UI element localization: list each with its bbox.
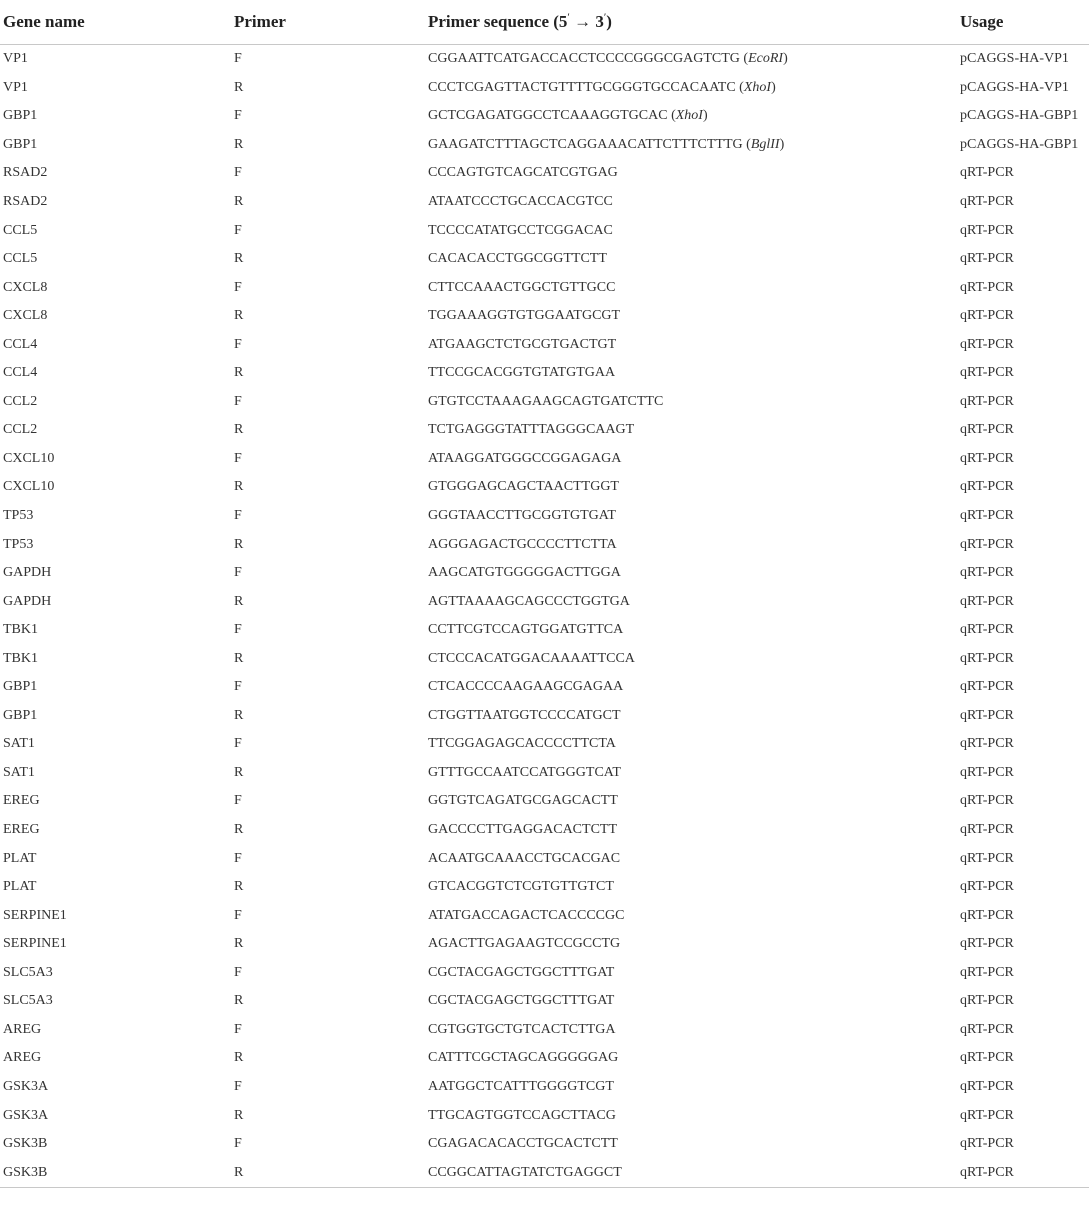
cell-primer: F [234,622,242,638]
cell-usage: qRT-PCR [960,936,1014,952]
sequence-text: CGCTACGAGCTGGCTTTGAT [428,993,615,1009]
cell-primer: F [234,108,242,124]
table-row [0,673,1089,702]
cell-primer: R [234,593,244,609]
cell-primer-sequence [425,901,957,930]
cell-usage: qRT-PCR [960,650,1014,666]
cell-primer: F [234,336,242,352]
cell-gene-name: CXCL8 [3,279,48,295]
cell-gene-name: GSK3B [3,1136,48,1152]
cell-gene-name: PLAT [3,850,37,866]
cell-usage: qRT-PCR [960,251,1014,267]
cell-primer-sequence [425,759,957,788]
cell-primer-sequence [425,359,957,388]
cell-usage: qRT-PCR [960,279,1014,295]
sequence-text: GGTGTCAGATGCGAGCACTT [428,793,618,809]
header-row [0,0,1089,45]
enzyme-paren-close: ) [783,51,788,67]
table-row [0,159,1089,188]
cell-primer: F [234,1021,242,1037]
table-row [0,530,1089,559]
cell-primer-sequence [425,730,957,759]
sequence-text: TCTGAGGGTATTTAGGGCAAGT [428,422,635,438]
cell-gene-name: SAT1 [3,764,35,780]
sequence-text: AGACTTGAGAAGTCCGCCTG [428,936,621,952]
table-row [0,587,1089,616]
sequence-text: CGCTACGAGCTGGCTTTGAT [428,964,615,980]
cell-gene-name: CXCL8 [3,308,48,324]
table-row [0,930,1089,959]
cell-gene-name: CCL5 [3,222,38,238]
cell-usage: qRT-PCR [960,422,1014,438]
cell-usage: qRT-PCR [960,336,1014,352]
cell-usage: qRT-PCR [960,194,1014,209]
sequence-text: TGGAAAGGTGTGGAATGCGT [428,308,621,324]
table-row [0,74,1089,103]
cell-primer: F [234,964,242,980]
cell-primer-sequence [425,159,957,188]
cell-usage: qRT-PCR [960,536,1014,552]
cell-primer: F [234,565,242,581]
cell-gene-name: TBK1 [3,650,38,666]
cell-primer: R [234,479,244,495]
cell-gene-name: SLC5A3 [3,964,53,980]
cell-primer-sequence [425,644,957,673]
cell-primer: F [234,165,242,181]
table-row [0,273,1089,302]
cell-gene-name: AREG [3,1050,42,1066]
sequence-text: TTCGGAGAGCACCCCTTCTA [428,736,616,752]
cell-primer: F [234,51,242,67]
sequence-text: CCCTCGAGTTACTGTTTTGCGGGTGCCACAATC [428,79,736,95]
enzyme-paren-close: ) [702,108,708,124]
sequence-text: CTTCCAAACTGGCTGTTGCC [428,279,616,295]
sequence-text: AATGGCTCATTTGGGGTCGT [428,1078,614,1094]
cell-usage: qRT-PCR [960,593,1014,609]
cell-gene-name: GAPDH [3,565,52,581]
cell-primer-sequence [425,302,957,331]
cell-primer-sequence [425,245,957,274]
cell-primer: R [234,879,244,895]
header-usage: Usage [957,0,1089,45]
sequence-text: TCCCCATATGCCTCGGACAC [428,222,613,238]
table-row [0,359,1089,388]
cell-gene-name: CCL5 [3,251,38,267]
cell-gene-name: CCL4 [3,336,38,352]
cell-gene-name: TP53 [3,508,34,524]
restriction-enzyme: EcoRI [748,51,784,67]
cell-usage: qRT-PCR [960,964,1014,980]
cell-primer: R [234,993,244,1009]
cell-usage: qRT-PCR [960,1136,1014,1152]
cell-gene-name: GBP1 [3,707,38,723]
cell-primer: F [234,450,242,466]
table-row [0,330,1089,359]
enzyme-paren-close: ) [779,136,785,152]
sequence-text: CGGAATTCATGACCACCTCCCCGGGCGAGTCTG [428,51,740,67]
sequence-text: CTGGTTAATGGTCCCCATGCT [428,707,621,723]
cell-gene-name: EREG [3,793,40,809]
table-row [0,245,1089,274]
sequence-text: ATAAGGATGGGCCGGAGAGA [428,450,622,466]
cell-gene-name: CCL4 [3,365,38,381]
cell-primer-sequence [425,45,957,74]
table-row [0,1016,1089,1045]
header-gene-name: Gene name [0,0,231,45]
cell-primer: F [234,850,242,866]
sequence-text: AGGGAGACTGCCCCTTCTTA [428,536,617,552]
cell-gene-name: TP53 [3,536,34,552]
cell-usage: qRT-PCR [960,308,1014,324]
cell-primer: F [234,793,242,809]
cell-gene-name: RSAD2 [3,194,48,209]
cell-gene-name: GBP1 [3,136,38,152]
restriction-enzyme: BglII [750,136,780,152]
sequence-text: ACAATGCAAACCTGCACGAC [428,850,621,866]
cell-gene-name: VP1 [3,51,28,67]
table-body [0,45,1089,1188]
sequence-text: CATTTCGCTAGCAGGGGGAG [428,1050,619,1066]
sequence-text: GTGTCCTAAAGAAGCAGTGATCTTC [428,393,664,409]
cell-primer-sequence [425,473,957,502]
cell-primer: R [234,136,244,152]
sequence-text: ATATGACCAGACTCACCCCGC [428,907,625,923]
table-row [0,1044,1089,1073]
cell-primer: R [234,251,244,267]
cell-primer-sequence [425,188,957,217]
cell-gene-name: RSAD2 [3,165,48,181]
cell-primer: R [234,707,244,723]
table-row [0,216,1089,245]
cell-gene-name: GSK3B [0,1158,231,1187]
table-row [0,388,1089,417]
cell-usage: qRT-PCR [960,222,1014,238]
header-seq-arrow: → 3 [569,12,604,31]
table-row [0,502,1089,531]
enzyme-paren-close: ) [771,79,776,95]
sequence-text: CCTTCGTCCAGTGGATGTTCA [428,622,624,638]
table-row [0,901,1089,930]
cell-primer-sequence [425,587,957,616]
enzyme-paren-open: ( [739,51,749,67]
cell-primer-sequence [425,816,957,845]
cell-primer-sequence [425,873,957,902]
cell-usage: qRT-PCR [960,622,1014,638]
cell-gene-name: GAPDH [3,593,52,609]
cell-primer-sequence [425,330,957,359]
cell-primer-sequence [425,102,957,131]
cell-primer-sequence [425,1130,957,1159]
cell-primer: F [234,1078,242,1094]
cell-primer: F [234,279,242,295]
cell-primer: R [234,422,244,438]
table-row [0,45,1089,74]
cell-primer-sequence [425,987,957,1016]
cell-primer-sequence [425,131,957,160]
cell-usage: qRT-PCR [960,1107,1014,1123]
cell-gene-name: VP1 [3,79,28,95]
cell-primer-sequence [425,1016,957,1045]
cell-usage: qRT-PCR [957,1158,1089,1187]
sequence-text: ATGAAGCTCTGCGTGACTGT [428,336,617,352]
enzyme-paren-open: ( [667,108,676,124]
cell-usage: qRT-PCR [960,879,1014,895]
sequence-text: CGTGGTGCTGTCACTCTTGA [428,1021,616,1037]
cell-gene-name: SERPINE1 [3,907,67,923]
cell-primer: R [234,1050,244,1066]
cell-primer: F [234,736,242,752]
cell-gene-name: CCL2 [3,393,38,409]
cell-usage: pCAGGS-HA-VP1 [960,51,1069,67]
cell-primer-sequence [425,787,957,816]
sequence-text: GGGTAACCTTGCGGTGTGAT [428,508,616,524]
cell-usage: qRT-PCR [960,1050,1014,1066]
cell-usage: qRT-PCR [960,850,1014,866]
table-row [0,302,1089,331]
cell-usage: qRT-PCR [960,565,1014,581]
cell-usage: qRT-PCR [960,165,1014,181]
table-row [0,873,1089,902]
header-seq-label: Primer sequence (5 [428,12,568,31]
cell-primer-sequence [425,1073,957,1102]
cell-primer-sequence [425,702,957,731]
cell-primer: R [234,650,244,666]
cell-usage: qRT-PCR [960,736,1014,752]
table-row [0,559,1089,588]
table-row [0,616,1089,645]
cell-primer: R [234,822,244,838]
cell-primer-sequence [425,930,957,959]
header-seq-prime-2: ′ [603,11,607,24]
header-primer: Primer [231,0,425,45]
header-seq-prime-1: ′ [567,11,570,24]
cell-primer-sequence [425,959,957,988]
cell-usage: qRT-PCR [960,365,1014,381]
sequence-text: GTCACGGTCTCGTGTTGTCT [428,879,614,895]
cell-primer: R [231,1158,425,1187]
cell-primer-sequence [425,616,957,645]
cell-usage: qRT-PCR [960,679,1014,695]
cell-primer-sequence [425,74,957,103]
table-row [0,816,1089,845]
table-row [0,1073,1089,1102]
restriction-enzyme: XhoI [743,79,772,95]
cell-primer: R [234,1107,244,1123]
cell-primer: R [234,308,244,324]
cell-gene-name: SLC5A3 [3,993,53,1009]
cell-primer: R [234,194,244,209]
cell-usage: qRT-PCR [960,793,1014,809]
cell-gene-name: CXCL10 [3,479,55,495]
enzyme-paren-open: ( [742,136,751,152]
cell-usage: qRT-PCR [960,707,1014,723]
cell-primer: F [234,222,242,238]
cell-usage: qRT-PCR [960,508,1014,524]
cell-gene-name: CCL2 [3,422,38,438]
sequence-text: AGTTAAAAGCAGCCCTGGTGA [428,593,630,609]
cell-primer: R [234,79,244,95]
cell-primer-sequence [425,673,957,702]
table-row [0,644,1089,673]
cell-usage: qRT-PCR [960,907,1014,923]
table-row [0,131,1089,160]
sequence-text: GACCCCTTGAGGACACTCTT [428,822,618,838]
cell-usage: qRT-PCR [960,993,1014,1009]
table-row [0,102,1089,131]
cell-usage: qRT-PCR [960,393,1014,409]
cell-gene-name: GSK3A [3,1107,49,1123]
cell-primer: F [234,1136,242,1152]
table-row [0,987,1089,1016]
table-row [0,730,1089,759]
sequence-text: TTGCAGTGGTCCAGCTTACG [428,1107,616,1123]
header-seq-close: ) [606,12,612,31]
cell-gene-name: GBP1 [3,679,38,695]
cell-gene-name: TBK1 [3,622,38,638]
table-row [0,445,1089,474]
cell-usage: qRT-PCR [960,1021,1014,1037]
cell-usage: pCAGGS-HA-GBP1 [960,108,1079,124]
cell-primer-sequence [425,388,957,417]
table-header [0,0,1089,45]
sequence-text: ATAATCCCTGCACCACGTCC [428,194,613,209]
cell-usage: pCAGGS-HA-GBP1 [960,136,1079,152]
cell-primer: F [234,907,242,923]
cell-usage: pCAGGS-HA-VP1 [960,79,1069,95]
cell-primer-sequence [425,1158,957,1187]
cell-primer-sequence [425,1044,957,1073]
enzyme-paren-open: ( [735,79,744,95]
table-row [0,1101,1089,1130]
cell-primer-sequence [425,844,957,873]
cell-primer: R [234,365,244,381]
sequence-text: CACACACCTGGCGGTTCTT [428,251,607,267]
cell-primer-sequence [425,216,957,245]
sequence-text: TTCCGCACGGTGTATGTGAA [428,365,616,381]
cell-primer-sequence [425,416,957,445]
cell-primer: F [234,679,242,695]
sequence-text: GTGGGAGCAGCTAACTTGGT [428,479,619,495]
table-row [0,759,1089,788]
cell-gene-name: SAT1 [3,736,35,752]
table-row [0,188,1089,217]
table-row [0,787,1089,816]
sequence-text: GCTCGAGATGGCCTCAAAGGTGCAC [428,108,668,124]
cell-primer-sequence [425,530,957,559]
cell-usage: qRT-PCR [960,450,1014,466]
cell-primer: R [234,936,244,952]
sequence-text: GAAGATCTTTAGCTCAGGAAACATTCTTTCTTTG [428,136,743,152]
cell-gene-name: SERPINE1 [3,936,67,952]
cell-primer: F [234,508,242,524]
sequence-text: GTTTGCCAATCCATGGGTCAT [428,764,621,780]
cell-usage: qRT-PCR [960,822,1014,838]
table-row [0,416,1089,445]
sequence-text: CCCAGTGTCAGCATCGTGAG [428,165,618,181]
cell-primer: R [234,764,244,780]
cell-gene-name: AREG [3,1021,42,1037]
sequence-text: CTCACCCCAAGAAGCGAGAA [428,679,624,695]
table-row [0,1158,1089,1187]
sequence-text: CTCCCACATGGACAAAATTCCA [428,650,635,666]
cell-primer-sequence [425,445,957,474]
cell-usage: qRT-PCR [960,479,1014,495]
sequence-text: CCGGCATTAGTATCTGAGGCT [428,1164,622,1180]
table-row [0,473,1089,502]
cell-usage: qRT-PCR [960,1078,1014,1094]
table-row [0,1130,1089,1159]
table-row [0,959,1089,988]
sequence-text: CGAGACACACCTGCACTCTT [428,1136,618,1152]
cell-primer: R [234,536,244,552]
table-row [0,844,1089,873]
cell-gene-name: CXCL10 [3,450,55,466]
cell-primer-sequence [425,1101,957,1130]
cell-gene-name: EREG [3,822,40,838]
cell-gene-name: PLAT [3,879,37,895]
cell-primer: F [234,393,242,409]
table-row [0,702,1089,731]
cell-primer-sequence [425,502,957,531]
cell-gene-name: GBP1 [3,108,38,124]
cell-gene-name: GSK3A [3,1078,49,1094]
cell-usage: qRT-PCR [960,764,1014,780]
header-primer-sequence [425,0,957,45]
restriction-enzyme: XhoI [675,108,703,124]
cell-primer-sequence [425,273,957,302]
cell-primer-sequence [425,559,957,588]
sequence-text: AAGCATGTGGGGGACTTGGA [428,565,621,581]
